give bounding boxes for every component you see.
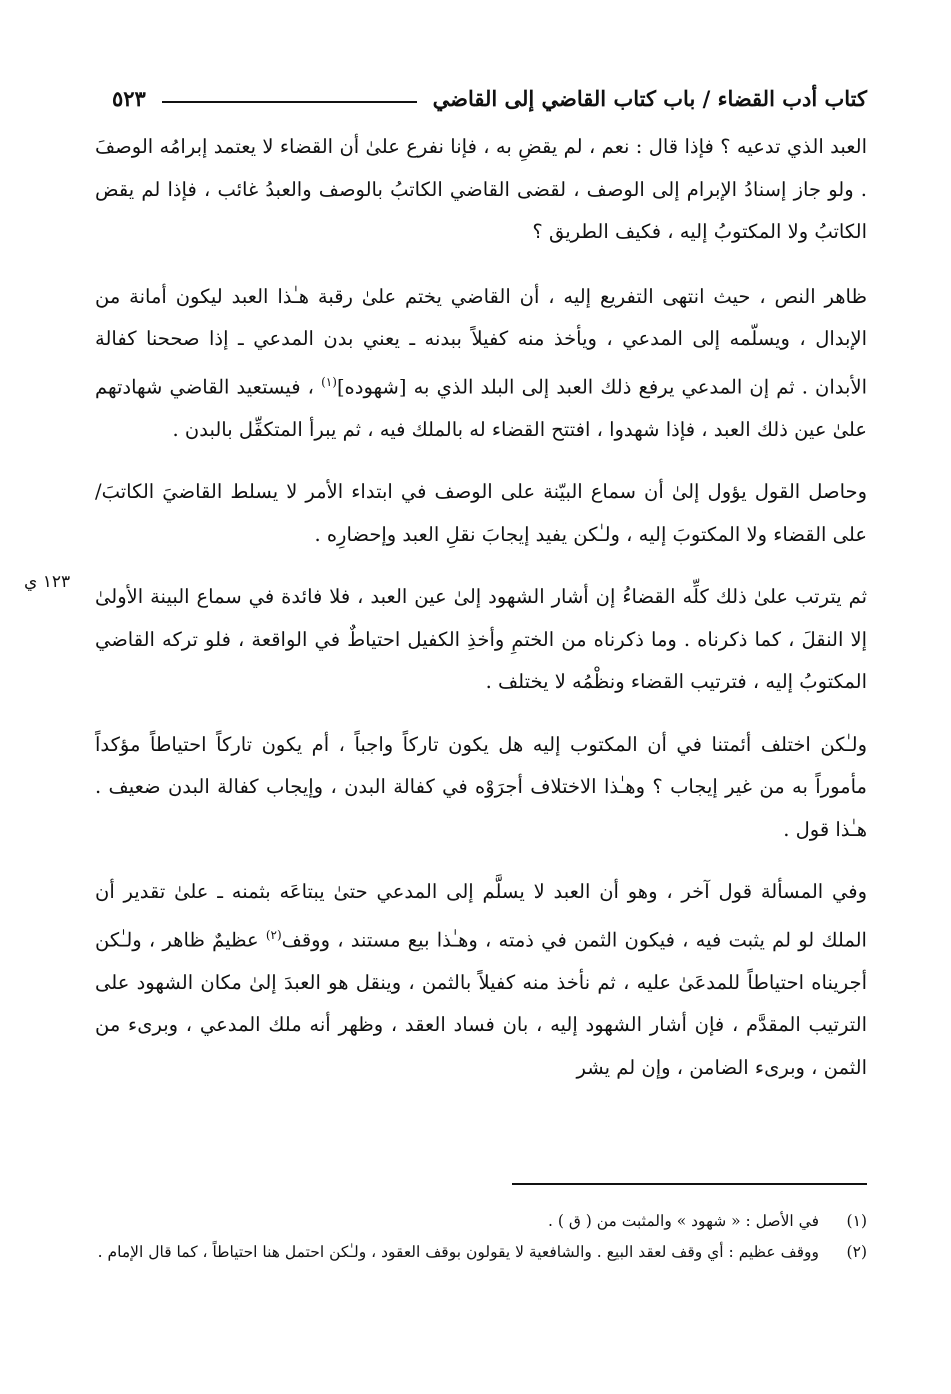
footnote-text: في الأصل : « شهود » والمثبت من ( ق ) . <box>547 1212 819 1230</box>
paragraph-5: ولـٰكن اختلف أئمتنا في أن المكتوب إليه هل يكون تاركاً واجباً ، أم يكون تاركاً احتياطاً مؤكداً مأموراً به من غير إيجاب ؟ وهـٰذا الاختلاف أجرَوْه في كفالة البدن ، وإيجاب كفالة البدن ضعيف . هـٰذا قول . <box>95 732 867 841</box>
paragraph-4: ثم يترتب علىٰ ذلك كلِّه القضاءُ إن أشار الشهود إلىٰ عين العبد ، فلا فائدة في سماع البينة الأولىٰ إلا النقلَ ، كما ذكرناه . وما ذكرناه من الختمِ وأخذِ الكفيل احتياطٌ في الواقعة ، فلو تركه القاضي المكتوبُ إليه ، فترتيب القضاء ونظْمُه لا يختلف . <box>95 585 867 693</box>
page-number: ٥٢٣ <box>112 85 146 111</box>
footnote-2 <box>95 1237 867 1268</box>
footnote-1 <box>95 1206 867 1237</box>
chapter-title: كتاب أدب القضاء / باب كتاب القاضي إلى القاضي <box>432 85 867 111</box>
paragraph-3: وحاصل القول يؤول إلىٰ أن سماع البيّنة على الوصف في ابتداء الأمر لا يسلط القاضيَ الكاتبَ/ على القضاء ولا المكتوبَ إليه ، ولـٰكن يفيد إيجابَ نقلِ العبد وإحضارِه . <box>95 480 867 546</box>
paragraph-2 <box>95 276 867 452</box>
header-rule <box>162 101 417 103</box>
footnote-number: (١) <box>846 1212 867 1230</box>
paragraph-1: العبد الذي تدعيه ؟ فإذا قال : نعم ، لم يقضِ به ، فإنا نفرع علىٰ أن القضاء لا يعتمد إبرامُه الوصفَ . ولو جاز إسنادُ الإبرام إلى الوصف ، لقضى القاضي الكاتبُ بالوصف والعبدُ غائب ، فإذا لم يقض الكاتبُ ولا المكتوبُ إليه ، فكيف الطريق ؟ <box>95 135 867 243</box>
footnotes <box>95 1206 867 1268</box>
running-header <box>112 78 867 118</box>
footnote-separator <box>512 1183 867 1185</box>
manuscript-folio-note: ١٢٣ ي <box>24 572 71 592</box>
paragraph-2-tail: ، فيستعيد القاضي شهادتهم علىٰ عين ذلك العبد ، فإذا شهدوا ، افتتح القضاء له بالملك فيه ، ثم يبرأ المتكفِّل بالبدن . <box>95 375 867 441</box>
paragraph-6 <box>95 871 867 1089</box>
paragraph-6-text: وفي المسألة قول آخر ، وهو أن العبد لا يسلَّم إلى المدعي حتىٰ يبتاعَه بثمنه ـ علىٰ تقدير أن الملك لو لم يثبت فيه ، فيكون الثمن في ذمته ، وهـٰذا بيع مستند ، ووقف <box>95 880 867 951</box>
footnote-number: (٢) <box>846 1243 867 1261</box>
footnote-marker-1: (١) <box>321 374 337 389</box>
main-text <box>95 126 867 1109</box>
paragraph-2-text: ظاهر النص ، حيث انتهى التفريع إليه ، أن القاضي يختم علىٰ رقبة هـٰذا العبد ليكون أمانة من الإبدال ، ويسلّمه إلى المدعي ، ويأخذ منه كفيلاً ببدنه ـ يعني بدن المدعي ـ إذا صححنا كفالة الأبدان . ثم إن المدعي يرفع ذلك العبد إلى البلد الذي به [شهوده] <box>95 284 867 398</box>
paragraph-6-tail: عظيمٌ ظاهر ، ولـٰكن أجريناه احتياطاً للمدعَىٰ عليه ، ثم نأخذ منه كفيلاً بالثمن ، وينقل هو العبدَ إلىٰ مكان الشهود على الترتيب المقدَّم ، فإن أشار الشهود إليه ، بان فساد العقد ، وظهر أنه ملك المدعي ، وبرىء من الثمن ، وبرىء الضامن ، وإن لم يشر <box>95 928 867 1079</box>
footnote-text: ووقف عظيم : أي وقف لعقد البيع . والشافعية لا يقولون بوقف العقود ، ولـٰكن احتمل هنا احتياطاً ، كما قال الإمام . <box>97 1243 819 1261</box>
footnote-marker-2: (٢) <box>265 927 282 942</box>
